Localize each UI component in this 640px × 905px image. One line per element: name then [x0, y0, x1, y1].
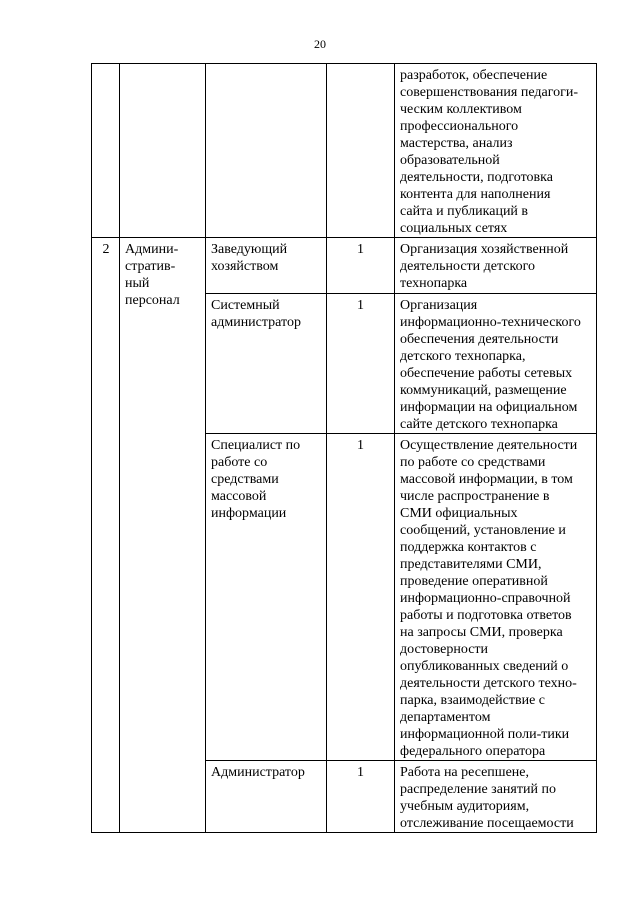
- page-number: 20: [314, 37, 326, 51]
- quantity-cell: [327, 64, 395, 238]
- category-cell: [120, 64, 206, 238]
- function-cell: Осуществление деятельности по работе со средствами массовой информации, в том числе распространение в СМИ официальных сообщений, установление и поддержка контактов с представителями СМИ, проведение оперативной информационно-справочной работы и подготовка ответов на запросы СМИ, проверка достоверности опубликованных сведений о деятельности детского техно- парка, взаимодействие с департаментом информационной поли-тики федерального оператора: [395, 434, 597, 761]
- position-cell: Системный администратор: [206, 294, 327, 434]
- staff-table: [91, 63, 597, 833]
- position-cell: Заведующий хозяйством: [206, 238, 327, 294]
- table-row: [92, 238, 597, 294]
- table-row: [92, 64, 597, 238]
- position-cell: Специалист по работе со средствами массовой информации: [206, 434, 327, 761]
- quantity-cell: 1: [327, 294, 395, 434]
- position-cell: Администратор: [206, 761, 327, 833]
- function-cell: разработок, обеспечение совершенствования педагоги- ческим коллективом профессионального мастерства, анализ образовательной деятельности, подготовка контента для наполнения сайта и публикаций в социальных сетях: [395, 64, 597, 238]
- quantity-cell: 1: [327, 761, 395, 833]
- position-cell: [206, 64, 327, 238]
- row-number-cell: [92, 64, 120, 238]
- quantity-cell: 1: [327, 238, 395, 294]
- function-cell: Организация информационно-технического обеспечения деятельности детского технопарка, обеспечение работы сетевых коммуникаций, размещение информации на официальном сайте детского технопарка: [395, 294, 597, 434]
- function-cell: Организация хозяйственной деятельности детского технопарка: [395, 238, 597, 294]
- function-cell: Работа на ресепшене, распределение занятий по учебным аудиториям, отслеживание посещаемости: [395, 761, 597, 833]
- quantity-cell: 1: [327, 434, 395, 761]
- category-cell: Админи- стратив- ный персонал: [120, 238, 206, 833]
- row-number-cell: 2: [92, 238, 120, 833]
